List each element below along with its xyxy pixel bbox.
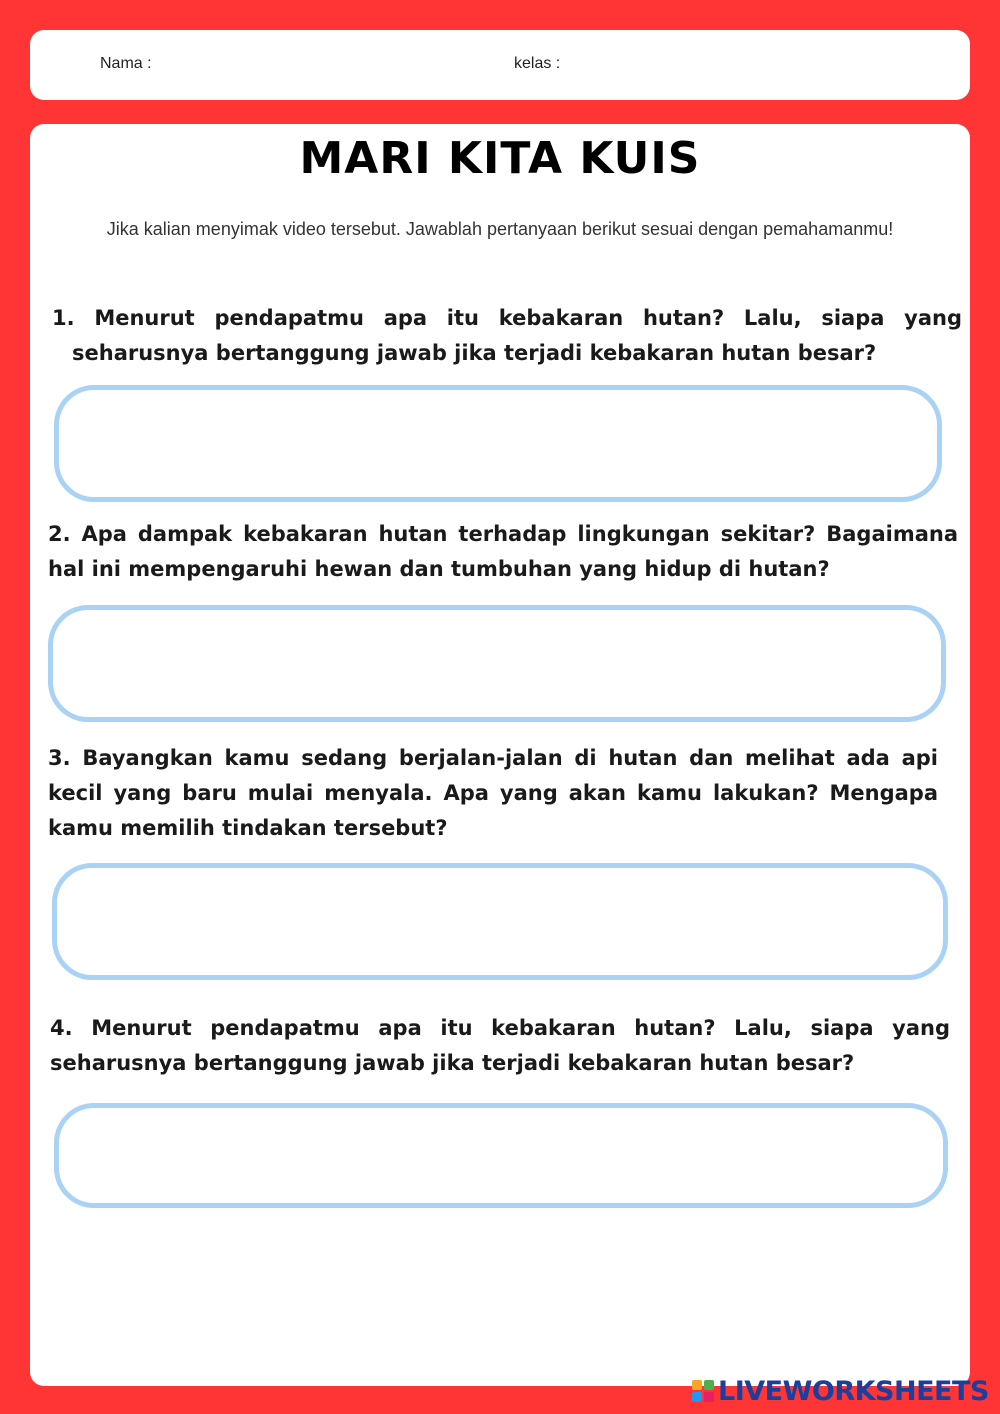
question-1: 1. Menurut pendapatmu apa itu kebakaran hutan? Lalu, siapa yang seharusnya bertanggung jawab jika terjadi kebakaran hutan besar? bbox=[52, 306, 962, 365]
question-4: 4. Menurut pendapatmu apa itu kebakaran hutan? Lalu, siapa yang seharusnya bertanggung jawab jika terjadi kebakaran hutan besar? bbox=[50, 1016, 950, 1075]
brand-text: LIVEWORKSHEETS bbox=[718, 1375, 989, 1407]
answer-box-2[interactable] bbox=[48, 605, 946, 722]
question-2: 2. Apa dampak kebakaran hutan terhadap lingkungan sekitar? Bagaimana hal ini mempengaruhi hewan dan tumbuhan yang hidup di hutan? bbox=[48, 522, 958, 581]
page-title: MARI KITA KUIS bbox=[299, 133, 701, 184]
instructions: Jika kalian menyimak video tersebut. Jawablah pertanyaan berikut sesuai dengan pemahamanmu! bbox=[106, 219, 894, 239]
liveworksheets-logo-icon bbox=[692, 1380, 714, 1402]
liveworksheets-brand bbox=[692, 1374, 989, 1408]
kelas-label: kelas : bbox=[514, 55, 561, 72]
answer-box-3[interactable] bbox=[52, 863, 948, 980]
name-class-header bbox=[30, 30, 970, 100]
nama-label: Nama : bbox=[100, 55, 152, 72]
answer-box-1[interactable] bbox=[54, 385, 942, 502]
question-3: 3. Bayangkan kamu sedang berjalan-jalan di hutan dan melihat ada api kecil yang baru mulai menyala. Apa yang akan kamu lakukan? Mengapa kamu memilih tindakan tersebut? bbox=[48, 746, 938, 840]
answer-box-4[interactable] bbox=[54, 1103, 948, 1208]
